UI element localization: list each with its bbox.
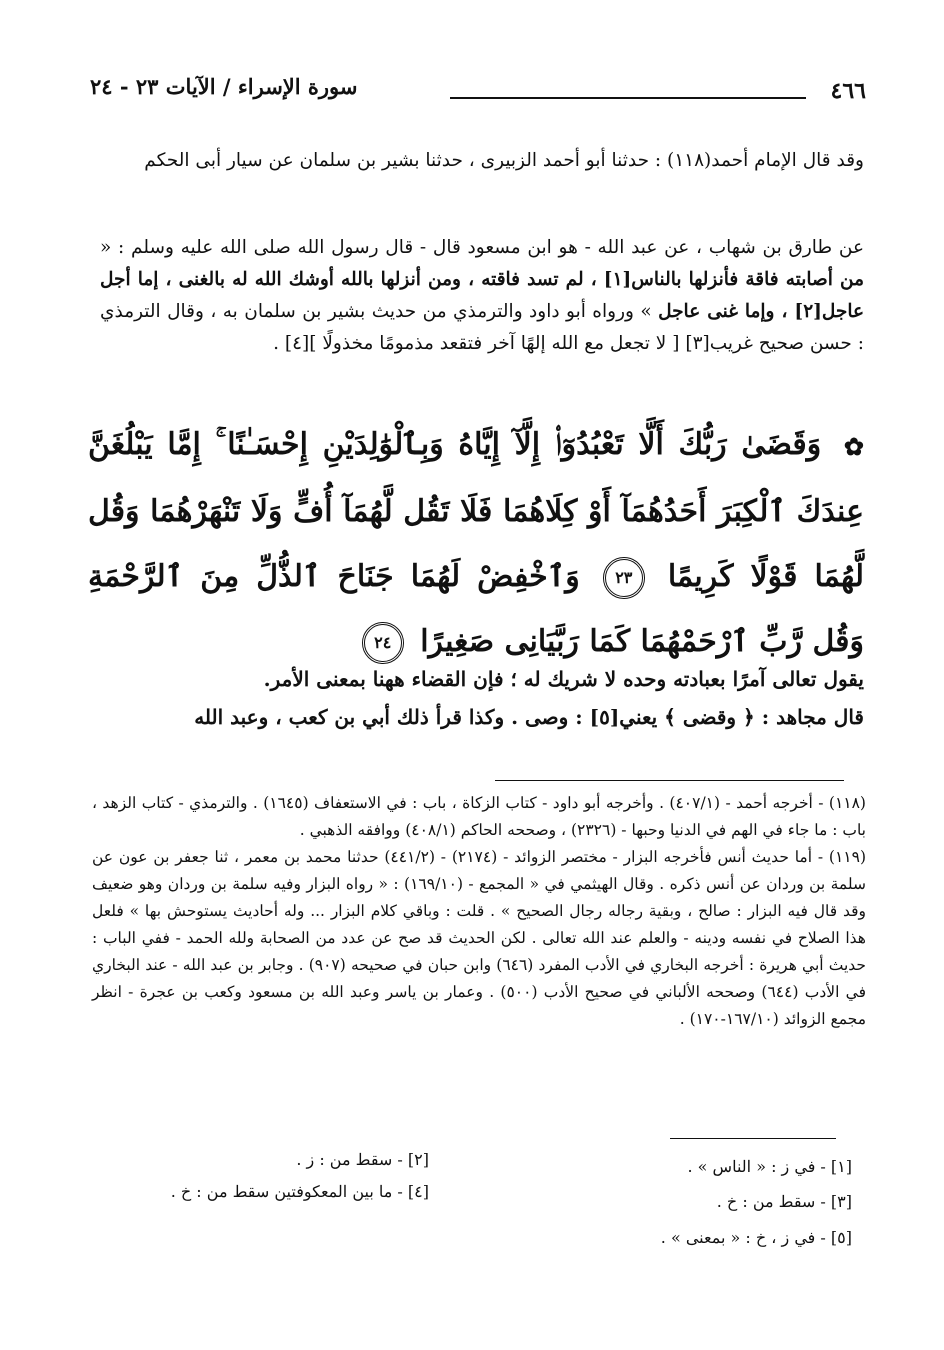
paragraph-isnad: وقد قال الإمام أحمد(١١٨) : حدثنا أبو أحمد الزبيرى ، حدثنا بشير بن سلمان عن سيار أبى الحكم bbox=[144, 150, 864, 171]
verse-23-text: وَقَضَىٰ رَبُّكَ أَلَّا تَعْبُدُوٓا۟ إِلَّآ إِيَّاهُ وَبِٱلْوَٰلِدَيْنِ إِحْسَـٰنًا ۚ إِمَّا يَبْلُغَنَّ عِندَكَ ٱلْكِبَرَ أَحَدُهُمَآ أَوْ كِلَاهُمَا فَلَا تَقُل لَّهُمَآ أُفٍّ وَلَا تَنْهَرْهُمَا وَقُل لَّهُمَا قَوْلًا كَرِيمًا bbox=[88, 427, 864, 594]
tafsir-line-2: قال مجاهد : ﴿ وقضى ﴾ يعني[٥] : وصى . وكذا قرأ ذلك أبي بن كعب ، وعبد الله bbox=[194, 705, 864, 729]
footnote-118: (١١٨) - أخرجه أحمد - (٤٠٧/١) . وأخرجه أبو داود - كتاب الزكاة ، باب : في الاستعفاف (١٦٤٥) . والترمذي - كتاب الزهد ، باب : ما جاء في الهم في الدنيا وحبها - (٢٣٢٦) ، وصححه الحاكم (٤٠٨/١) ووافقه الذهبي . bbox=[92, 794, 866, 839]
hadith-intro: عن طارق بن شهاب ، عن عبد الله - هو ابن مسعود قال - قال رسول الله صلى الله عليه وسلم : « bbox=[100, 237, 864, 258]
ayah-number-23: ٢٣ bbox=[603, 557, 645, 599]
quran-verses bbox=[88, 412, 864, 674]
paragraph-tafsir bbox=[100, 660, 864, 736]
ornament-star-icon: ✿ bbox=[843, 431, 864, 461]
page-number: ٤٦٦ bbox=[830, 78, 866, 104]
hadith-text: من أصابته فاقة فأنزلها بالناس[١] ، لم تسد فاقته ، ومن أنزلها بالله أوشك الله له بالغنى ، إما أجل عاجل[٢] ، وإما غنى عاجل bbox=[100, 269, 865, 322]
variant-note-1: [١] - في ز : « الناس » . bbox=[687, 1157, 852, 1176]
footnotes bbox=[92, 790, 866, 1033]
tafsir-line-1: يقول تعالى آمرًا بعبادته وحده لا شريك له ؛ فإن القضاء ههنا بمعنى الأمر. bbox=[263, 667, 864, 691]
verse-24-text: وَٱخْفِضْ لَهُمَا جَنَاحَ ٱلذُّلِّ مِنَ ٱلرَّحْمَةِ وَقُل رَّبِّ ٱرْحَمْهُمَا كَمَا رَبَّيَانِى صَغِيرًا bbox=[88, 558, 864, 659]
footnote-rule bbox=[495, 780, 844, 781]
variant-note-5: [٥] - في ز ، خ : « بمعنى » . bbox=[660, 1228, 852, 1247]
variant-note-3: [٣] - سقط من : خ . bbox=[716, 1192, 852, 1211]
hadith-commentary: » ورواه أبو داود والترمذي من حديث بشير بن سلمان به ، وقال الترمذي : حسن صحيح غريب[٣] [ لا تجعل مع الله إلهًا آخر فتقعد مذمومًا مخذولًا ][٤] . bbox=[100, 301, 864, 354]
header-rule bbox=[450, 97, 806, 99]
notes-rule bbox=[670, 1138, 836, 1139]
ayah-number-24: ٢٤ bbox=[362, 622, 404, 664]
paragraph-hadith bbox=[100, 232, 864, 360]
running-title: سورة الإسراء / الآيات ٢٣ - ٢٤ bbox=[90, 74, 358, 99]
variant-note-2: [٢] - سقط من : ز . bbox=[296, 1150, 429, 1169]
footnote-119: (١١٩) - أما حديث أنس فأخرجه البزار - مختصر الزوائد - (٢١٧٤) - (٤٤١/٢) حدثنا محمد بن معمر ، ثنا جعفر بن عون عن سلمة بن وردان عن أنس ذكره . وقال الهيثمي في « المجمع - (١٦٩/١٠) : « رواه البزار وفيه سلمة بن وردان وهو ضعيف وقد قال فيه البزار : صالح ، وبقية رجاله رجال الصحيح » . قلت : وباقي كلام البزار ... وله أحاديث يستوحش بها » فلعل هذا الصلاح في نفسه ودينه - والعلم عند الله تعالى . لكن الحديث قد صح عن عدد من الصحابة ولله الحمد - ففي الباب : حديث أبي هريرة : أخرجه البخاري في الأدب المفرد (٦٤٦) وابن حبان في صحيحه (٩٠٧) . وجابر بن عبد الله - عند البخاري في الأدب (٦٤٤) وصححه الألباني في صحيح الأدب (٥٠٠) . وعمار بن ياسر وعبد الله بن مسعود وكعب بن عجرة - انظر مجمع الزوائد (١٦٧/١٠-١٧٠) . bbox=[92, 848, 867, 1028]
variant-note-4: [٤] - ما بين المعكوفتين سقط من : خ . bbox=[170, 1182, 429, 1201]
